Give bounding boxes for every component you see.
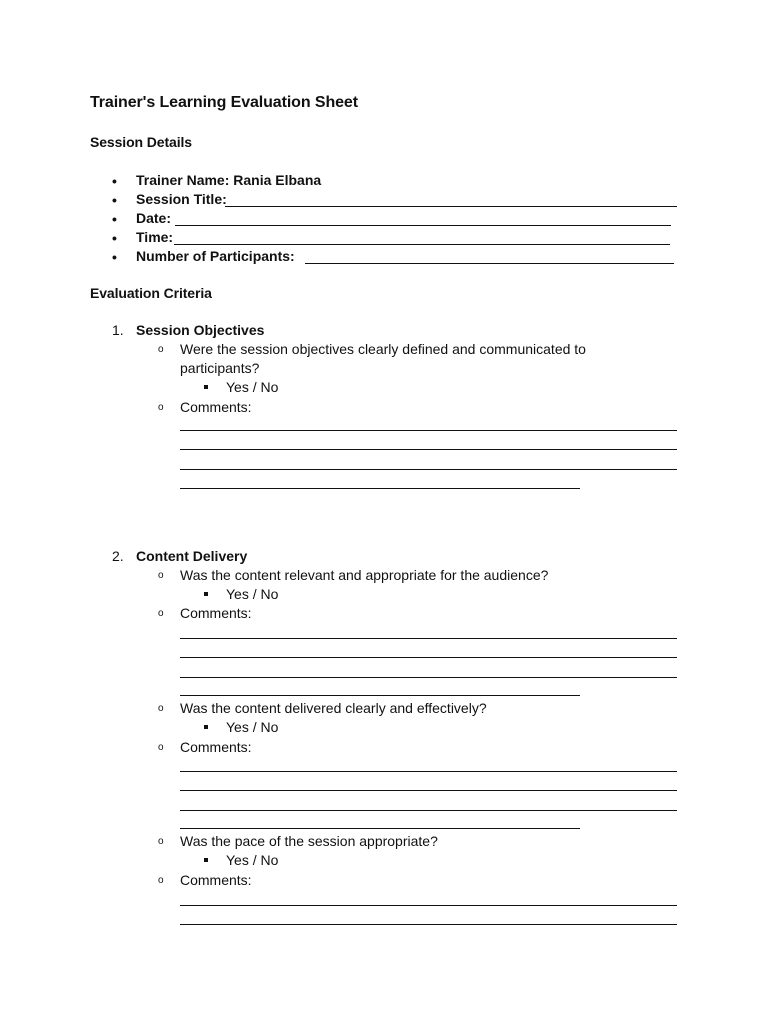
circle-bullet-icon: o [158, 402, 164, 413]
date-blank-line[interactable] [175, 225, 671, 226]
question-text: Was the content relevant and appropriate for the audience? [180, 567, 549, 583]
square-bullet-icon [204, 725, 208, 729]
field-label: Session Title: [136, 191, 227, 207]
yes-no-text: Yes / No [226, 852, 279, 868]
comment-line[interactable] [180, 695, 580, 696]
comments-text: Comments: [180, 872, 252, 888]
evaluation-criteria-heading: Evaluation Criteria [90, 285, 212, 301]
square-bullet-icon [204, 858, 208, 862]
comment-line[interactable] [180, 677, 677, 678]
comments-text: Comments: [180, 605, 252, 621]
comment-line[interactable] [180, 924, 677, 925]
page-title: Trainer's Learning Evaluation Sheet [90, 94, 358, 111]
comment-line[interactable] [180, 905, 677, 906]
question-text-continued: participants? [180, 360, 260, 376]
bullet-icon: • [112, 211, 117, 227]
bullet-icon: • [112, 192, 117, 208]
field-date[interactable] [112, 210, 682, 228]
question-text: Were the session objectives clearly defined and communicated to [180, 341, 586, 357]
yes-no-text: Yes / No [226, 719, 279, 735]
bullet-icon: • [112, 230, 117, 246]
comment-line[interactable] [180, 638, 677, 639]
circle-bullet-icon: o [158, 836, 164, 847]
field-trainer-name [112, 172, 682, 190]
session-details-heading: Session Details [90, 134, 192, 150]
comment-line[interactable] [180, 449, 677, 450]
section-title: Session Objectives [136, 322, 265, 338]
comment-line[interactable] [180, 488, 580, 489]
comment-line[interactable] [180, 810, 677, 811]
bullet-icon: • [112, 249, 117, 265]
comment-line[interactable] [180, 828, 580, 829]
comment-line[interactable] [180, 430, 677, 431]
field-label: Number of Participants: [136, 248, 295, 264]
comment-line[interactable] [180, 469, 677, 470]
circle-bullet-icon: o [158, 875, 164, 886]
section-title: Content Delivery [136, 548, 248, 564]
comment-line[interactable] [180, 771, 677, 772]
comments-text: Comments: [180, 739, 252, 755]
circle-bullet-icon: o [158, 344, 164, 355]
square-bullet-icon [204, 385, 208, 389]
question-text: Was the content delivered clearly and effectively? [180, 700, 487, 716]
circle-bullet-icon: o [158, 570, 164, 581]
participants-blank-line[interactable] [305, 263, 674, 264]
time-blank-line[interactable] [174, 244, 670, 245]
circle-bullet-icon: o [158, 742, 164, 753]
yes-no-text: Yes / No [226, 379, 279, 395]
section-heading-content-delivery [112, 548, 247, 564]
square-bullet-icon [204, 592, 208, 596]
circle-bullet-icon: o [158, 608, 164, 619]
yes-no-text: Yes / No [226, 586, 279, 602]
comment-line[interactable] [180, 790, 677, 791]
field-time[interactable] [112, 229, 682, 247]
circle-bullet-icon: o [158, 703, 164, 714]
section-number: 1. [112, 322, 124, 338]
field-label: Time: [136, 229, 174, 245]
section-number: 2. [112, 548, 124, 564]
comment-line[interactable] [180, 657, 677, 658]
section-heading-session-objectives [112, 322, 264, 338]
session-title-blank-line[interactable] [225, 206, 677, 207]
question-text: Was the pace of the session appropriate? [180, 833, 438, 849]
field-number-of-participants[interactable] [112, 248, 682, 266]
field-label: Date: [136, 210, 172, 226]
field-session-title[interactable] [112, 191, 682, 209]
comments-text: Comments: [180, 399, 252, 415]
field-label: Trainer Name: Rania Elbana [136, 172, 322, 188]
bullet-icon: • [112, 173, 117, 189]
